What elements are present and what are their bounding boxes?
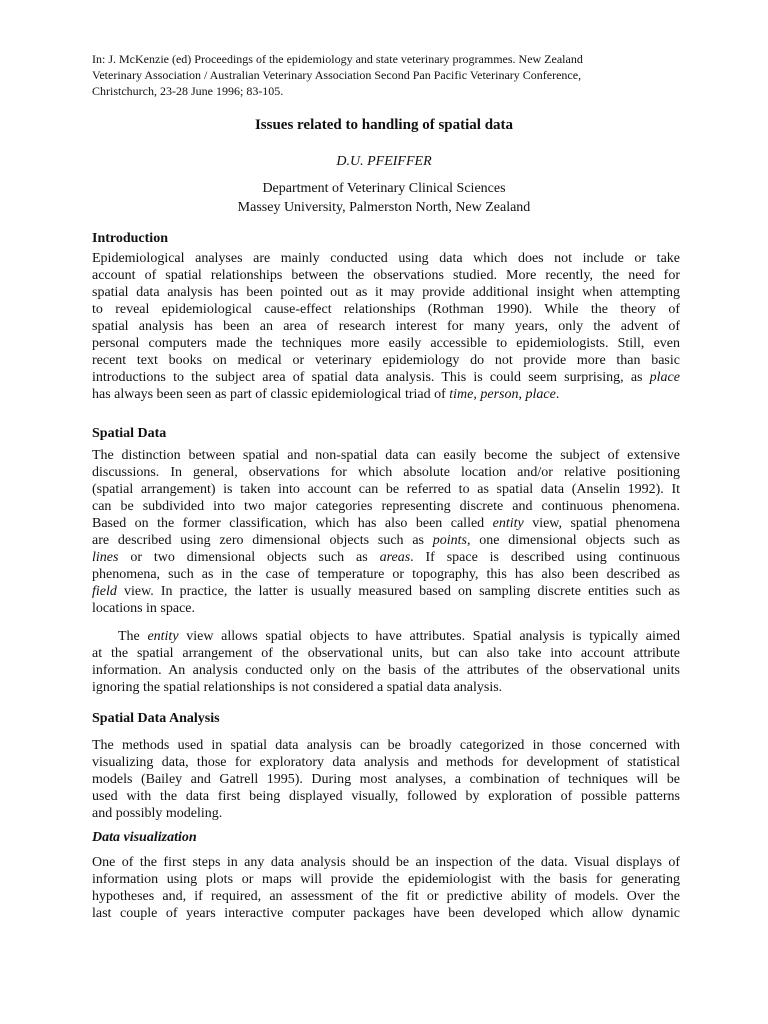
citation-line: In: J. McKenzie (ed) Proceedings of the epidemiology and state veterinary programmes. New Zealand: [92, 52, 583, 66]
citation-line: Veterinary Association / Australian Veterinary Association Second Pan Pacific Veterinary Conference,: [92, 68, 582, 82]
spatial-data-paragraph-2: [92, 628, 680, 696]
text-run: are described using zero dimensional objects such as: [92, 533, 433, 548]
emphasis: field: [92, 584, 117, 599]
text-line: information. An analysis conducted only on the basis of the attributes of the observational units: [92, 663, 680, 678]
text-line: [92, 532, 680, 549]
paper-title: Issues related to handling of spatial data: [254, 117, 514, 133]
text-line: spatial data analysis has been pointed out as it may provide additional insight when attempting: [92, 285, 680, 300]
text-line: used with the data first being displayed visually, followed by exploration of possible patterns: [92, 789, 680, 804]
spatial-data-analysis-paragraph: [92, 737, 680, 822]
text-run: , one dimensional objects such as: [467, 533, 680, 548]
introduction-paragraph: [92, 250, 680, 403]
text-line: locations in space.: [92, 601, 196, 616]
affiliation-line: Department of Veterinary Clinical Sciences: [262, 181, 506, 196]
text-run: view allows spatial objects to have attributes. Spatial analysis is typically aimed: [178, 629, 680, 644]
text-line: [92, 549, 680, 566]
text-line: discussions. In general, observations for which absolute location and/or relative positioning: [92, 465, 680, 480]
text-line: The methods used in spatial data analysis can be broadly categorized in those concerned with: [92, 738, 680, 753]
text-line: [92, 386, 680, 403]
text-line: can be subdivided into two major categories representing discrete and continuous phenomena.: [92, 499, 680, 514]
citation-line: Christchurch, 23-28 June 1996; 83-105.: [92, 84, 284, 98]
affiliation: [0, 179, 768, 217]
text-line: and possibly modeling.: [92, 806, 223, 821]
heading-introduction: Introduction: [92, 231, 168, 246]
spatial-data-paragraph-1: [92, 447, 680, 617]
emphasis: person: [480, 387, 519, 402]
text-run: view. In practice, the latter is usually measured based on sampling discrete entities such as: [116, 584, 680, 599]
citation: [92, 51, 692, 99]
text-line: The distinction between spatial and non-spatial data can easily become the subject of extensive: [92, 448, 680, 463]
text-line: [92, 628, 680, 645]
text-line: models (Bailey and Gatrell 1995). During most analyses, a combination of techniques will be: [92, 772, 680, 787]
author: D.U. PFEIFFER: [336, 154, 432, 169]
text-run: . If space is described using continuous: [410, 550, 680, 565]
text-run: ,: [518, 387, 526, 402]
text-line: last couple of years interactive computer packages have been developed which allow dynamic: [92, 906, 680, 921]
emphasis: areas: [379, 550, 411, 565]
text-line: hypotheses and, if required, an assessment of the fit or predictive ability of models. Over the: [92, 889, 680, 904]
emphasis: time: [449, 387, 474, 402]
text-line: spatial analysis has been an area of research interest for many years, only the advent of: [92, 319, 680, 334]
text-line: to reveal epidemiological cause-effect relationships (Rothman 1990). While the theory of: [92, 302, 680, 317]
text-line: (spatial arrangement) is taken into account can be referred to as spatial data (Anselin 1992). It: [92, 482, 680, 497]
text-line: [92, 515, 680, 532]
heading-data-visualization: Data visualization: [92, 830, 197, 845]
text-run: Based on the former classification, which has also been called: [92, 516, 493, 531]
text-run: or two dimensional objects such as: [118, 550, 380, 565]
data-visualization-paragraph: [92, 854, 680, 922]
emphasis: place: [649, 370, 680, 385]
text-line: visualizing data, those for exploratory data analysis and methods for development of statistical: [92, 755, 680, 770]
emphasis: entity: [492, 516, 524, 531]
text-line: phenomena, such as in the case of temperature or topography, this has also been described as: [92, 567, 680, 582]
text-line: [92, 583, 680, 600]
text-line: One of the first steps in any data analysis should be an inspection of the data. Visual displays of: [92, 855, 680, 870]
emphasis: place: [525, 387, 556, 402]
text-run: has always been seen as part of classic epidemiological triad of: [92, 387, 450, 402]
text-run: .: [555, 387, 560, 402]
text-line: account of spatial relationships between the observations studied. More recently, the need for: [92, 268, 680, 283]
heading-spatial-data: Spatial Data: [92, 426, 167, 441]
emphasis: lines: [92, 550, 119, 565]
emphasis: points: [432, 533, 467, 548]
text-line: information using plots or maps will provide the epidemiologist with the basis for generating: [92, 872, 680, 887]
text-run: The: [118, 629, 148, 644]
emphasis: entity: [147, 629, 179, 644]
text-line: Epidemiological analyses are mainly conducted using data which does not include or take: [92, 251, 680, 266]
heading-spatial-data-analysis: Spatial Data Analysis: [92, 711, 220, 726]
text-line: personal computers made the techniques more easily accessible to epidemiologists. Still, even: [92, 336, 680, 351]
text-line: recent text books on medical or veterinary epidemiology do not provide more than basic: [92, 353, 680, 368]
text-run: view, spatial phenomena: [523, 516, 681, 531]
affiliation-line: Massey University, Palmerston North, New Zealand: [237, 200, 531, 215]
text-run: ,: [473, 387, 481, 402]
text-run: introductions to the subject area of spatial data analysis. This is could seem surprising, as: [92, 370, 650, 385]
text-line: at the spatial arrangement of the observational units, but can also take into account attribute: [92, 646, 680, 661]
text-line: ignoring the spatial relationships is not considered a spatial data analysis.: [92, 680, 503, 695]
text-line: [92, 369, 680, 386]
